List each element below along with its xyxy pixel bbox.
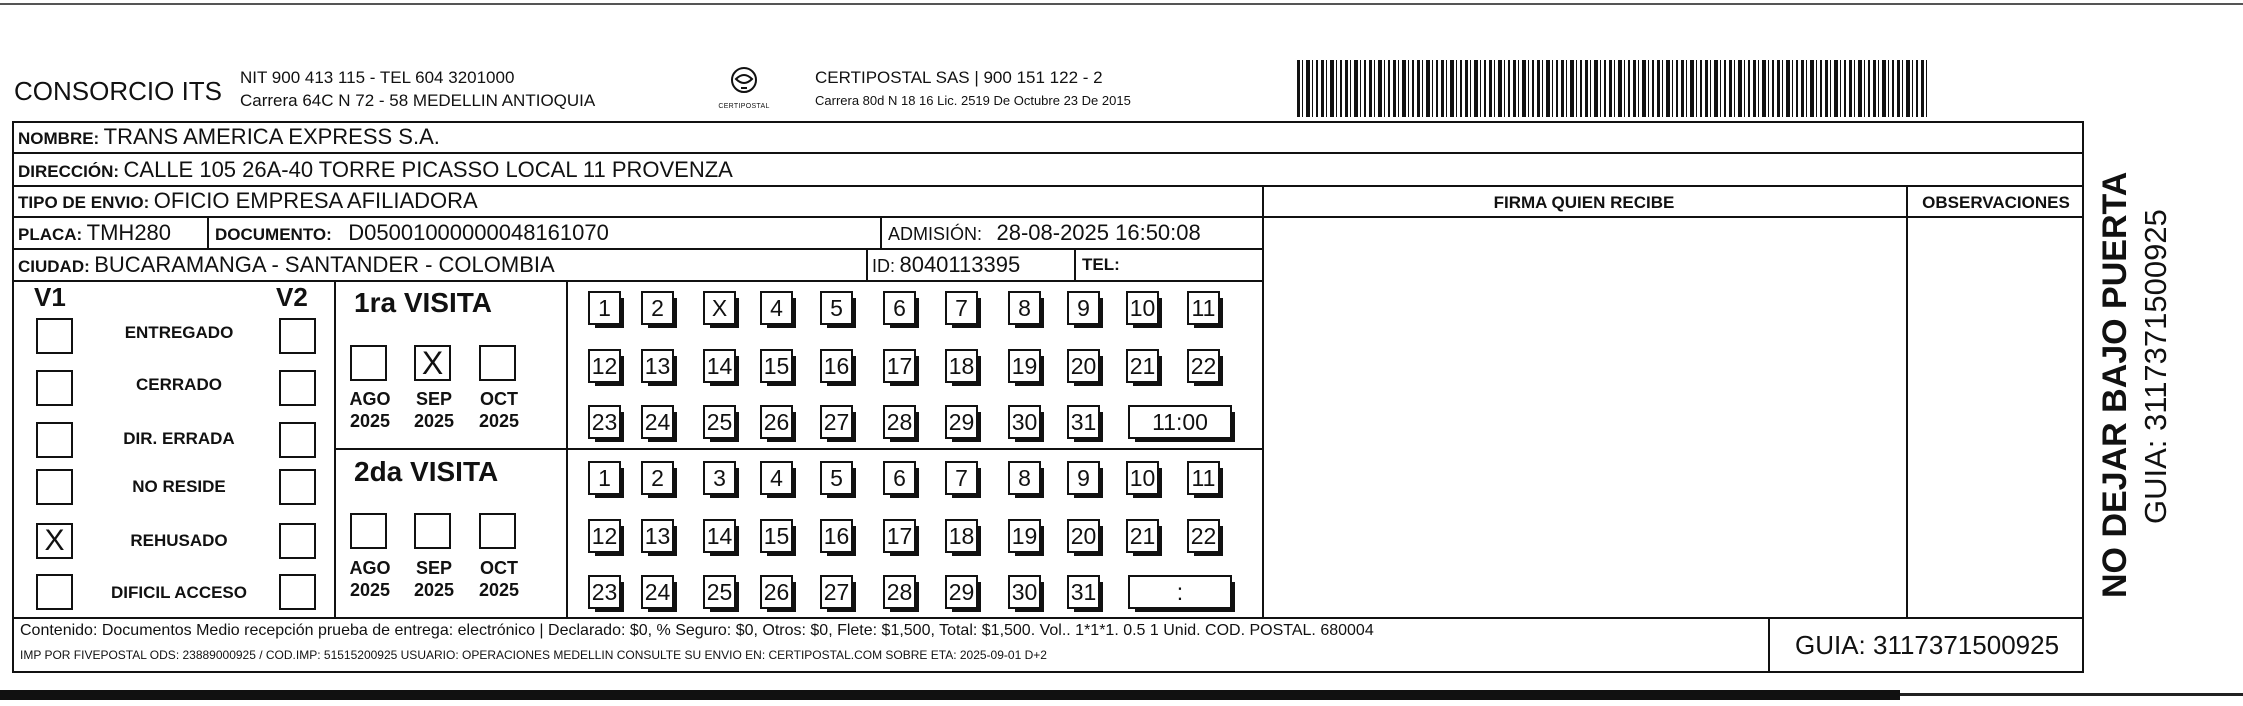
row-line bbox=[12, 152, 2084, 154]
visit1-month-ago-name: AGO bbox=[349, 389, 391, 409]
certipostal-line2: Carrera 80d N 18 16 Lic. 2519 De Octubre 23 De 2015 bbox=[815, 93, 1131, 108]
visit1-day-box[interactable]: 22 bbox=[1187, 349, 1220, 383]
visit1-month-oct-name: OCT bbox=[480, 389, 518, 409]
placa-value: TMH280 bbox=[86, 220, 172, 245]
tipo-label: TIPO DE ENVIO: bbox=[18, 193, 150, 212]
visit2-day-box[interactable]: 30 bbox=[1008, 575, 1041, 609]
visit1-day-box[interactable]: 24 bbox=[641, 405, 674, 439]
visit1-day-box[interactable]: 12 bbox=[588, 349, 621, 383]
visit2-month-oct-box[interactable] bbox=[479, 513, 516, 549]
visit2-day-box[interactable]: 1 bbox=[588, 461, 621, 495]
visit1-month-sep-name: SEP bbox=[415, 389, 453, 409]
direccion-row bbox=[18, 157, 733, 183]
bottom-bar bbox=[0, 690, 1900, 700]
v1-checkbox-rehusado[interactable]: X bbox=[36, 523, 73, 559]
visit2-day-box[interactable]: 31 bbox=[1067, 575, 1100, 609]
observaciones-header: OBSERVACIONES bbox=[1922, 193, 2070, 212]
admision-divider bbox=[880, 216, 882, 248]
visit1-title: 1ra VISITA bbox=[354, 287, 492, 318]
visit2-day-box[interactable]: 2 bbox=[641, 461, 674, 495]
row-line bbox=[12, 280, 1262, 282]
row-line bbox=[12, 216, 1262, 218]
status-label-dificil-acceso: DIFICIL ACCESO bbox=[110, 583, 247, 602]
direccion-value: CALLE 105 26A-40 TORRE PICASSO LOCAL 11 PROVENZA bbox=[123, 157, 733, 182]
id-row bbox=[872, 252, 1020, 278]
status-divider bbox=[334, 280, 336, 617]
visit1-day-box[interactable]: 9 bbox=[1067, 291, 1100, 325]
logo-caption: CERTIPOSTAL bbox=[718, 103, 770, 110]
admision-value: 28-08-2025 16:50:08 bbox=[996, 220, 1201, 245]
tipo-value: OFICIO EMPRESA AFILIADORA bbox=[153, 188, 478, 213]
visit2-day-box[interactable]: 26 bbox=[760, 575, 793, 609]
footer-guia: GUIA: 3117371500925 bbox=[1794, 630, 2060, 660]
tel-divider bbox=[1074, 248, 1076, 280]
certipostal-logo bbox=[714, 66, 774, 110]
visit2-day-box[interactable]: 28 bbox=[883, 575, 916, 609]
certipostal-line1: CERTIPOSTAL SAS | 900 151 122 - 2 bbox=[815, 68, 1103, 87]
visit1-day-box[interactable]: 15 bbox=[760, 349, 793, 383]
visit1-day-box[interactable]: 5 bbox=[820, 291, 853, 325]
visit2-day-box[interactable]: 8 bbox=[1008, 461, 1041, 495]
ciudad-label: CIUDAD: bbox=[18, 257, 90, 276]
visit2-day-box[interactable]: 17 bbox=[883, 519, 916, 553]
nombre-row bbox=[18, 124, 440, 150]
visit1-day-box[interactable]: 31 bbox=[1067, 405, 1100, 439]
nombre-label: NOMBRE: bbox=[18, 129, 100, 148]
visit1-day-box[interactable]: 18 bbox=[945, 349, 978, 383]
tipo-row bbox=[18, 188, 478, 214]
visit2-day-box[interactable]: 10 bbox=[1126, 461, 1159, 495]
visit1-day-box[interactable]: 20 bbox=[1067, 349, 1100, 383]
visit1-month-ago-year: 2025 bbox=[349, 411, 391, 431]
visit2-day-box[interactable]: 23 bbox=[588, 575, 621, 609]
visit1-day-box[interactable]: 17 bbox=[883, 349, 916, 383]
visit2-day-box[interactable]: 4 bbox=[760, 461, 793, 495]
visit2-month-sep-name: SEP bbox=[415, 558, 453, 578]
visit2-day-box[interactable]: 3 bbox=[703, 461, 736, 495]
visit2-day-box[interactable]: 12 bbox=[588, 519, 621, 553]
id-label: ID: bbox=[872, 256, 896, 276]
tel-label: TEL: bbox=[1082, 255, 1120, 274]
visit1-day-box[interactable]: 23 bbox=[588, 405, 621, 439]
side-guia: GUIA: 3117371500925 bbox=[2138, 209, 2173, 524]
status-label-entregado: ENTREGADO bbox=[124, 323, 234, 342]
id-value: 8040113395 bbox=[899, 252, 1021, 277]
visit1-day-box[interactable]: 11 bbox=[1187, 291, 1220, 325]
visit1-day-box[interactable]: 19 bbox=[1008, 349, 1041, 383]
visit1-time-box[interactable]: 11:00 bbox=[1128, 405, 1232, 439]
visit1-day-box[interactable]: 8 bbox=[1008, 291, 1041, 325]
ciudad-row bbox=[18, 252, 555, 278]
visit2-title: 2da VISITA bbox=[354, 456, 499, 487]
footer-line1: Contenido: Documentos Medio recepción prueba de entrega: electrónico | Declarado: $0, % Seguro: $0, Otros: $0, Flete: $1,500, Total: $1,500. Vol.. 1*1*1. 0.5 1 Unid. COD. POSTAL. 680004 bbox=[20, 622, 1374, 639]
nit-line: NIT 900 413 115 - TEL 604 3201000 bbox=[240, 68, 515, 87]
visit1-day-box[interactable]: 16 bbox=[820, 349, 853, 383]
top-rule bbox=[0, 3, 2243, 5]
visit2-month-ago-year: 2025 bbox=[349, 580, 391, 600]
barcode bbox=[1297, 60, 1929, 117]
row-line bbox=[1262, 216, 2084, 218]
visit1-day-box[interactable]: 13 bbox=[641, 349, 674, 383]
visit2-month-ago-name: AGO bbox=[349, 558, 391, 578]
v2-checkbox-dificil-acceso[interactable] bbox=[279, 574, 316, 610]
visit1-day-box[interactable]: 21 bbox=[1126, 349, 1159, 383]
row-line bbox=[12, 185, 2084, 187]
status-label-cerrado: CERRADO bbox=[136, 375, 222, 394]
visit1-day-box[interactable]: 14 bbox=[703, 349, 736, 383]
firma-divider bbox=[1262, 185, 1264, 617]
v1-label: V1 bbox=[34, 282, 66, 312]
visit1-day-box[interactable]: 7 bbox=[945, 291, 978, 325]
visit1-day-box[interactable]: 10 bbox=[1126, 291, 1159, 325]
visit1-day-box[interactable]: 4 bbox=[760, 291, 793, 325]
visit1-day-box[interactable]: 1 bbox=[588, 291, 621, 325]
visit1-month-ago-box[interactable] bbox=[350, 345, 387, 381]
visit2-day-box[interactable]: 11 bbox=[1187, 461, 1220, 495]
visit2-day-box[interactable]: 13 bbox=[641, 519, 674, 553]
visit1-day-box[interactable]: 28 bbox=[883, 405, 916, 439]
company-name: CONSORCIO ITS bbox=[14, 76, 223, 106]
visit2-day-box[interactable]: 16 bbox=[820, 519, 853, 553]
visit2-day-box[interactable]: 15 bbox=[760, 519, 793, 553]
visit1-day-box[interactable]: 26 bbox=[760, 405, 793, 439]
visit2-day-box[interactable]: 18 bbox=[945, 519, 978, 553]
v1-checkbox-dificil-acceso[interactable] bbox=[36, 574, 73, 610]
admision-label: ADMISIÓN: bbox=[888, 224, 983, 244]
visit2-day-box[interactable]: 25 bbox=[703, 575, 736, 609]
visit2-month-ago-box[interactable] bbox=[350, 513, 387, 549]
visit2-day-box[interactable]: 27 bbox=[820, 575, 853, 609]
bottom-bar-thin bbox=[1900, 693, 2243, 696]
visit2-day-box[interactable]: 22 bbox=[1187, 519, 1220, 553]
visit1-day-box[interactable]: 2 bbox=[641, 291, 674, 325]
v2-checkbox-cerrado[interactable] bbox=[279, 370, 316, 406]
visit2-day-box[interactable]: 6 bbox=[883, 461, 916, 495]
id-divider bbox=[866, 248, 868, 280]
visit2-day-box[interactable]: 20 bbox=[1067, 519, 1100, 553]
status-label-dir-errada: DIR. ERRADA bbox=[123, 429, 235, 448]
placa-label: PLACA: bbox=[18, 225, 83, 244]
visit1-day-box[interactable]: 29 bbox=[945, 405, 978, 439]
visit1-day-box[interactable]: 27 bbox=[820, 405, 853, 439]
visit2-day-box[interactable]: 24 bbox=[641, 575, 674, 609]
visit2-day-box[interactable]: 19 bbox=[1008, 519, 1041, 553]
visit2-month-sep-box[interactable] bbox=[414, 513, 451, 549]
documento-label: DOCUMENTO: bbox=[215, 225, 332, 244]
v1-checkbox-cerrado[interactable] bbox=[36, 370, 73, 406]
visit2-month-oct-name: OCT bbox=[480, 558, 518, 578]
footer-line2: IMP POR FIVEPOSTAL ODS: 23889000925 / COD.IMP: 51515200925 USUARIO: OPERACIONES MEDELLIN CONSULTE SU ENVIO EN: CERTIPOSTAL.COM SOBRE ETA: 2025-09-01 D+2 bbox=[20, 648, 1047, 662]
v1-checkbox-entregado[interactable] bbox=[36, 318, 73, 354]
status-label-no-reside: NO RESIDE bbox=[132, 477, 226, 496]
placa-divider bbox=[207, 216, 209, 248]
ciudad-value: BUCARAMANGA - SANTANDER - COLOMBIA bbox=[94, 252, 555, 277]
visit1-month-oct-year: 2025 bbox=[478, 411, 520, 431]
visit1-day-box[interactable]: 6 bbox=[883, 291, 916, 325]
visit2-day-box[interactable]: 7 bbox=[945, 461, 978, 495]
placa-row bbox=[18, 220, 171, 246]
v2-checkbox-no-reside[interactable] bbox=[279, 469, 316, 505]
status-label-rehusado: REHUSADO bbox=[130, 531, 228, 550]
visit2-day-box[interactable]: 5 bbox=[820, 461, 853, 495]
side-no-dejar: NO DEJAR BAJO PUERTA bbox=[2096, 171, 2134, 598]
v1-checkbox-no-reside[interactable] bbox=[36, 469, 73, 505]
visit1-month-sep-year: 2025 bbox=[413, 411, 455, 431]
v2-checkbox-rehusado[interactable] bbox=[279, 523, 316, 559]
v2-label: V2 bbox=[276, 282, 308, 312]
firma-header: FIRMA QUIEN RECIBE bbox=[1493, 193, 1675, 212]
nombre-value: TRANS AMERICA EXPRESS S.A. bbox=[103, 124, 440, 149]
v2-checkbox-dir-errada[interactable] bbox=[279, 422, 316, 458]
visit1-month-sep-box[interactable]: X bbox=[414, 345, 451, 381]
visit2-time-box[interactable]: : bbox=[1128, 575, 1232, 609]
visit2-day-box[interactable]: 9 bbox=[1067, 461, 1100, 495]
documento-row bbox=[215, 220, 609, 246]
visit1-day-box[interactable]: 25 bbox=[703, 405, 736, 439]
v1-checkbox-dir-errada[interactable] bbox=[36, 422, 73, 458]
obs-divider bbox=[1906, 185, 1908, 617]
direccion-label: DIRECCIÓN: bbox=[18, 162, 120, 181]
admision-row bbox=[888, 220, 1201, 246]
month-divider bbox=[566, 280, 568, 617]
visit2-month-oct-year: 2025 bbox=[478, 580, 520, 600]
v2-checkbox-entregado[interactable] bbox=[279, 318, 316, 354]
visit2-day-box[interactable]: 14 bbox=[703, 519, 736, 553]
visit1-day-box[interactable]: X bbox=[703, 291, 736, 325]
footer-line bbox=[12, 617, 2084, 619]
visit1-month-oct-box[interactable] bbox=[479, 345, 516, 381]
visit2-day-box[interactable]: 21 bbox=[1126, 519, 1159, 553]
visit1-day-box[interactable]: 30 bbox=[1008, 405, 1041, 439]
address-line: Carrera 64C N 72 - 58 MEDELLIN ANTIOQUIA bbox=[240, 91, 596, 110]
side-text-block bbox=[2094, 118, 2186, 598]
visit2-day-box[interactable]: 29 bbox=[945, 575, 978, 609]
visit2-month-sep-year: 2025 bbox=[413, 580, 455, 600]
documento-value: D05001000000048161070 bbox=[348, 220, 609, 245]
visits-divider bbox=[334, 448, 1262, 450]
